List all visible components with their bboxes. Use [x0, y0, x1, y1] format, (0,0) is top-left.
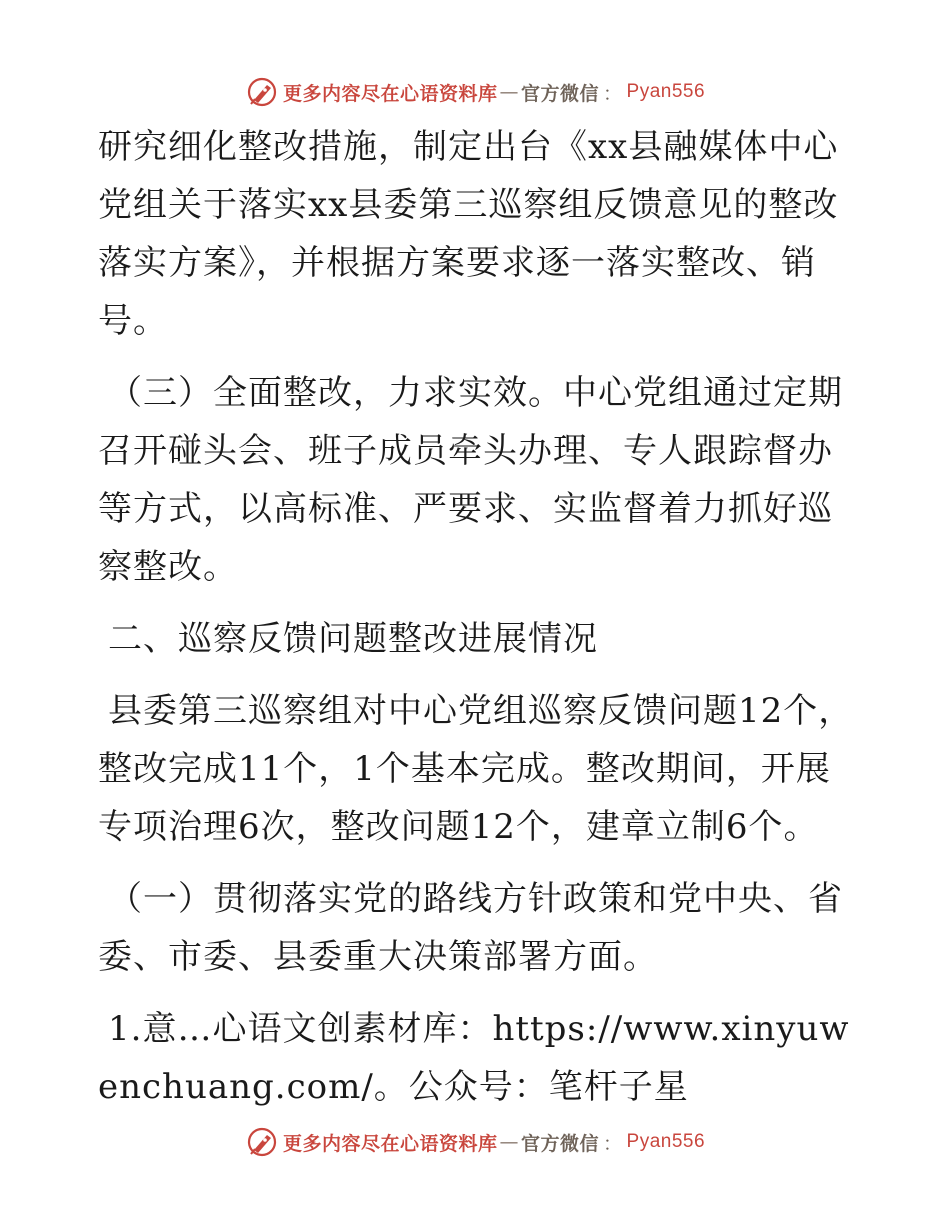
pen-nib-logo-icon — [245, 1125, 279, 1159]
watermark-label: 官方微信 — [520, 82, 599, 105]
watermark-dash: — — [499, 1131, 519, 1153]
watermark-label: 官方微信 — [520, 1132, 599, 1155]
paragraph-rectification-plan: 研究细化整改措施，制定出台《xx县融媒体中心党组关于落实xx县委第三巡察组反馈意见的整改落实方案》，并根据方案要求逐一落实整改、销号。 — [98, 127, 839, 341]
watermark-text: 更多内容尽在心语资料库 — [282, 82, 498, 105]
paragraph-comprehensive-rectification: （三）全面整改，力求实效。中心党组通过定期召开碰头会、班子成员牵头办理、专人跟踪督办等方式，以高标准、严要求、实监督着力抓好巡察整改。 — [98, 373, 843, 587]
watermark-banner-bottom — [0, 1122, 950, 1162]
paragraph-item-one: 1.意…心语文创素材库：https://www.xinyuwenchuang.com/。公众号：笔杆子星 — [98, 1009, 850, 1107]
watermark-wechat-id: Pyan556 — [626, 1131, 706, 1152]
watermark-text: 更多内容尽在心语资料库 — [282, 1132, 498, 1155]
watermark-banner-top — [0, 72, 950, 112]
pen-nib-logo-icon — [245, 75, 279, 109]
section-heading-progress: 二、巡察反馈问题整改进展情况 — [108, 619, 598, 659]
document-body — [98, 118, 858, 1130]
watermark-wechat-id: Pyan556 — [626, 81, 706, 102]
paragraph-subsection-one: （一）贯彻落实党的路线方针政策和党中央、省委、市委、县委重大决策部署方面。 — [98, 879, 843, 977]
watermark-dash: — — [499, 81, 519, 103]
paragraph-progress-summary: 县委第三巡察组对中心党组巡察反馈问题12个，整改完成11个，1个基本完成。整改期间，开展专项治理6次，整改问题12个，建章立制6个。 — [98, 691, 854, 847]
watermark-separator: ： — [603, 1132, 623, 1155]
watermark-separator: ： — [603, 82, 623, 105]
